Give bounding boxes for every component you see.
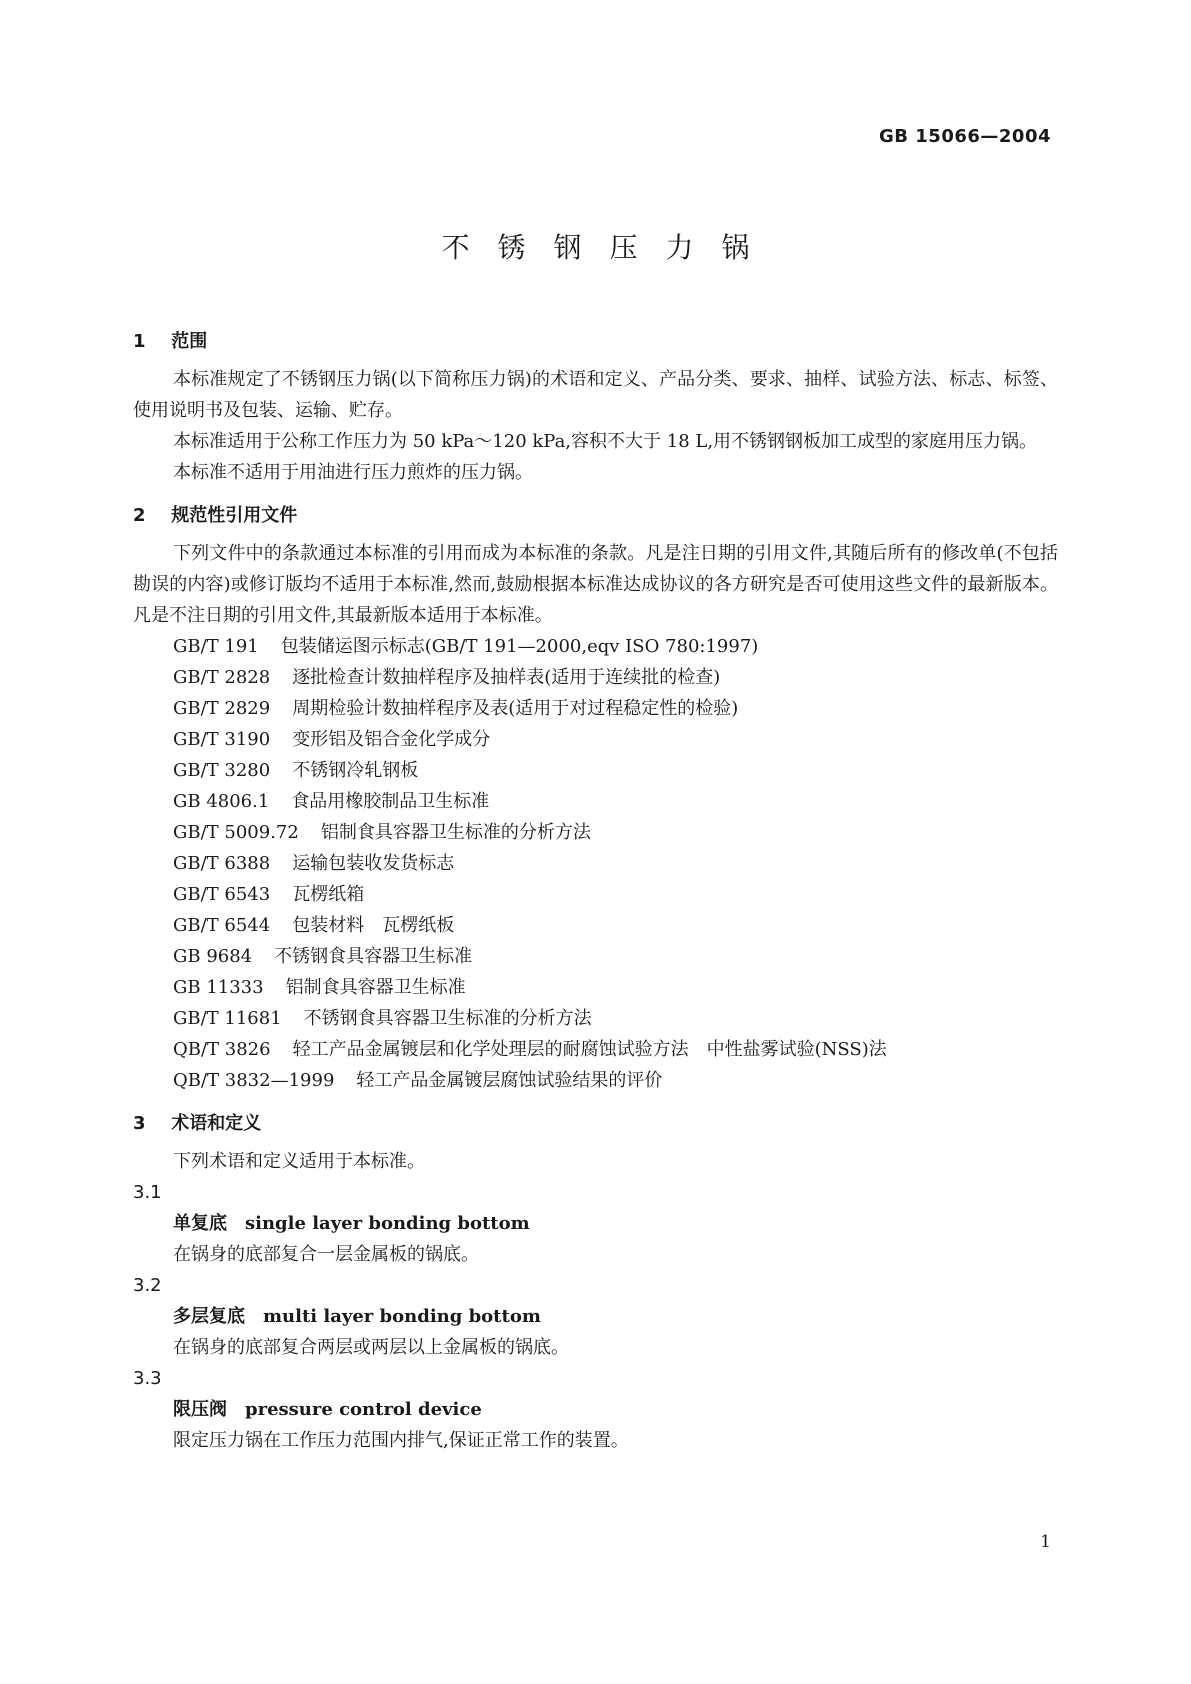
- reference-title: 不锈钢冷轧钢板: [292, 760, 419, 781]
- reference-title: 运输包装收发货标志: [292, 853, 455, 874]
- reference-item: [133, 848, 1058, 879]
- reference-title: 铝制食具容器卫生标准: [285, 977, 466, 998]
- reference-item: [133, 693, 1058, 724]
- term-definition: 限定压力锅在工作压力范围内排气,保证正常工作的装置。: [173, 1430, 629, 1451]
- reference-code: GB 9684: [173, 946, 253, 967]
- reference-item: [133, 817, 1058, 848]
- reference-title: 不锈钢食具容器卫生标准: [274, 946, 473, 967]
- term-name: [133, 1394, 1058, 1425]
- section-number: 3: [133, 1113, 146, 1134]
- reference-item: [133, 755, 1058, 786]
- term-name-en: pressure control device: [245, 1399, 482, 1420]
- reference-code: GB/T 3190: [173, 729, 271, 750]
- reference-item: [133, 910, 1058, 941]
- term-name-zh: 单复底: [173, 1213, 227, 1234]
- reference-code: GB/T 2829: [173, 698, 271, 719]
- reference-code: GB/T 3280: [173, 760, 271, 781]
- page-number: 1: [1040, 1532, 1051, 1552]
- reference-item: [133, 1065, 1058, 1096]
- reference-code: GB/T 2828: [173, 667, 271, 688]
- reference-list: [133, 631, 1058, 1096]
- section-3-heading: [133, 1108, 1058, 1140]
- standard-code: GB 15066—2004: [879, 126, 1051, 147]
- document-title: 不锈钢压力锅: [441, 231, 778, 264]
- reference-title: 变形铝及铝合金化学成分: [292, 729, 491, 750]
- term-name-en: multi layer bonding bottom: [263, 1306, 541, 1327]
- term-number: 3.1: [133, 1182, 162, 1203]
- terms-intro: 下列术语和定义适用于本标准。: [173, 1151, 425, 1172]
- term-name-en: single layer bonding bottom: [245, 1213, 530, 1234]
- section-number: 1: [133, 331, 146, 352]
- reference-item: [133, 1034, 1058, 1065]
- reference-item: [133, 1003, 1058, 1034]
- reference-title: 食品用橡胶制品卫生标准: [291, 791, 490, 812]
- section-title: 术语和定义: [171, 1113, 262, 1134]
- scope-paragraph: 本标准规定了不锈钢压力锅(以下简称压力锅)的术语和定义、产品分类、要求、抽样、试验方法、标志、标签、使用说明书及包装、运输、贮存。: [133, 369, 1058, 421]
- reference-item: [133, 879, 1058, 910]
- reference-code: GB/T 6388: [173, 853, 271, 874]
- reference-code: GB 4806.1: [173, 791, 270, 812]
- reference-code: GB/T 11681: [173, 1008, 282, 1029]
- term-definition: 在锅身的底部复合一层金属板的锅底。: [173, 1244, 479, 1265]
- term-number: 3.2: [133, 1275, 162, 1296]
- term-number: 3.3: [133, 1368, 162, 1389]
- scope-paragraph: 本标准不适用于用油进行压力煎炸的压力锅。: [173, 462, 533, 483]
- reference-title: 逐批检查计数抽样程序及抽样表(适用于连续批的检查): [292, 667, 721, 688]
- reference-item: [133, 662, 1058, 693]
- reference-item: [133, 941, 1058, 972]
- reference-title: 瓦楞纸箱: [292, 884, 365, 905]
- section-1-heading: [133, 326, 1058, 358]
- reference-code: GB/T 191: [173, 636, 259, 657]
- document-body: [133, 322, 1058, 1456]
- scope-paragraph: 本标准适用于公称工作压力为 50 kPa～120 kPa,容积不大于 18 L,用不锈钢钢板加工成型的家庭用压力锅。: [173, 431, 1038, 452]
- term-name-zh: 多层复底: [173, 1306, 245, 1327]
- reference-title: 不锈钢食具容器卫生标准的分析方法: [303, 1008, 592, 1029]
- reference-code: QB/T 3826: [173, 1039, 271, 1060]
- term-name: [133, 1301, 1058, 1332]
- term-name: [133, 1208, 1058, 1239]
- reference-title: 包装材料 瓦楞纸板: [292, 915, 455, 936]
- term-name-zh: 限压阀: [173, 1399, 227, 1420]
- reference-title: 轻工产品金属镀层和化学处理层的耐腐蚀试验方法 中性盐雾试验(NSS)法: [292, 1039, 887, 1060]
- reference-item: [133, 631, 1058, 662]
- reference-title: 铝制食具容器卫生标准的分析方法: [320, 822, 591, 843]
- reference-code: GB/T 5009.72: [173, 822, 299, 843]
- term-definition: 在锅身的底部复合两层或两层以上金属板的锅底。: [173, 1337, 569, 1358]
- reference-code: GB 11333: [173, 977, 264, 998]
- reference-title: 轻工产品金属镀层腐蚀试验结果的评价: [356, 1070, 663, 1091]
- section-number: 2: [133, 505, 146, 526]
- section-title: 范围: [171, 331, 208, 352]
- reference-item: [133, 724, 1058, 755]
- reference-title: 周期检验计数抽样程序及表(适用于对过程稳定性的检验): [292, 698, 739, 719]
- reference-item: [133, 972, 1058, 1003]
- reference-code: GB/T 6544: [173, 915, 271, 936]
- reference-title: 包装储运图示标志(GB/T 191—2000,eqv ISO 780:1997): [280, 636, 759, 657]
- section-title: 规范性引用文件: [171, 505, 298, 526]
- section-2-heading: [133, 500, 1058, 532]
- reference-code: QB/T 3832—1999: [173, 1070, 335, 1091]
- reference-item: [133, 786, 1058, 817]
- references-intro: 下列文件中的条款通过本标准的引用而成为本标准的条款。凡是注日期的引用文件,其随后所有的修改单(不包括勘误的内容)或修订版均不适用于本标准,然而,鼓励根据本标准达成协议的各方研究是否可使用这些文件的最新版本。凡是不注日期的引用文件,其最新版本适用于本标准。: [133, 543, 1058, 626]
- reference-code: GB/T 6543: [173, 884, 271, 905]
